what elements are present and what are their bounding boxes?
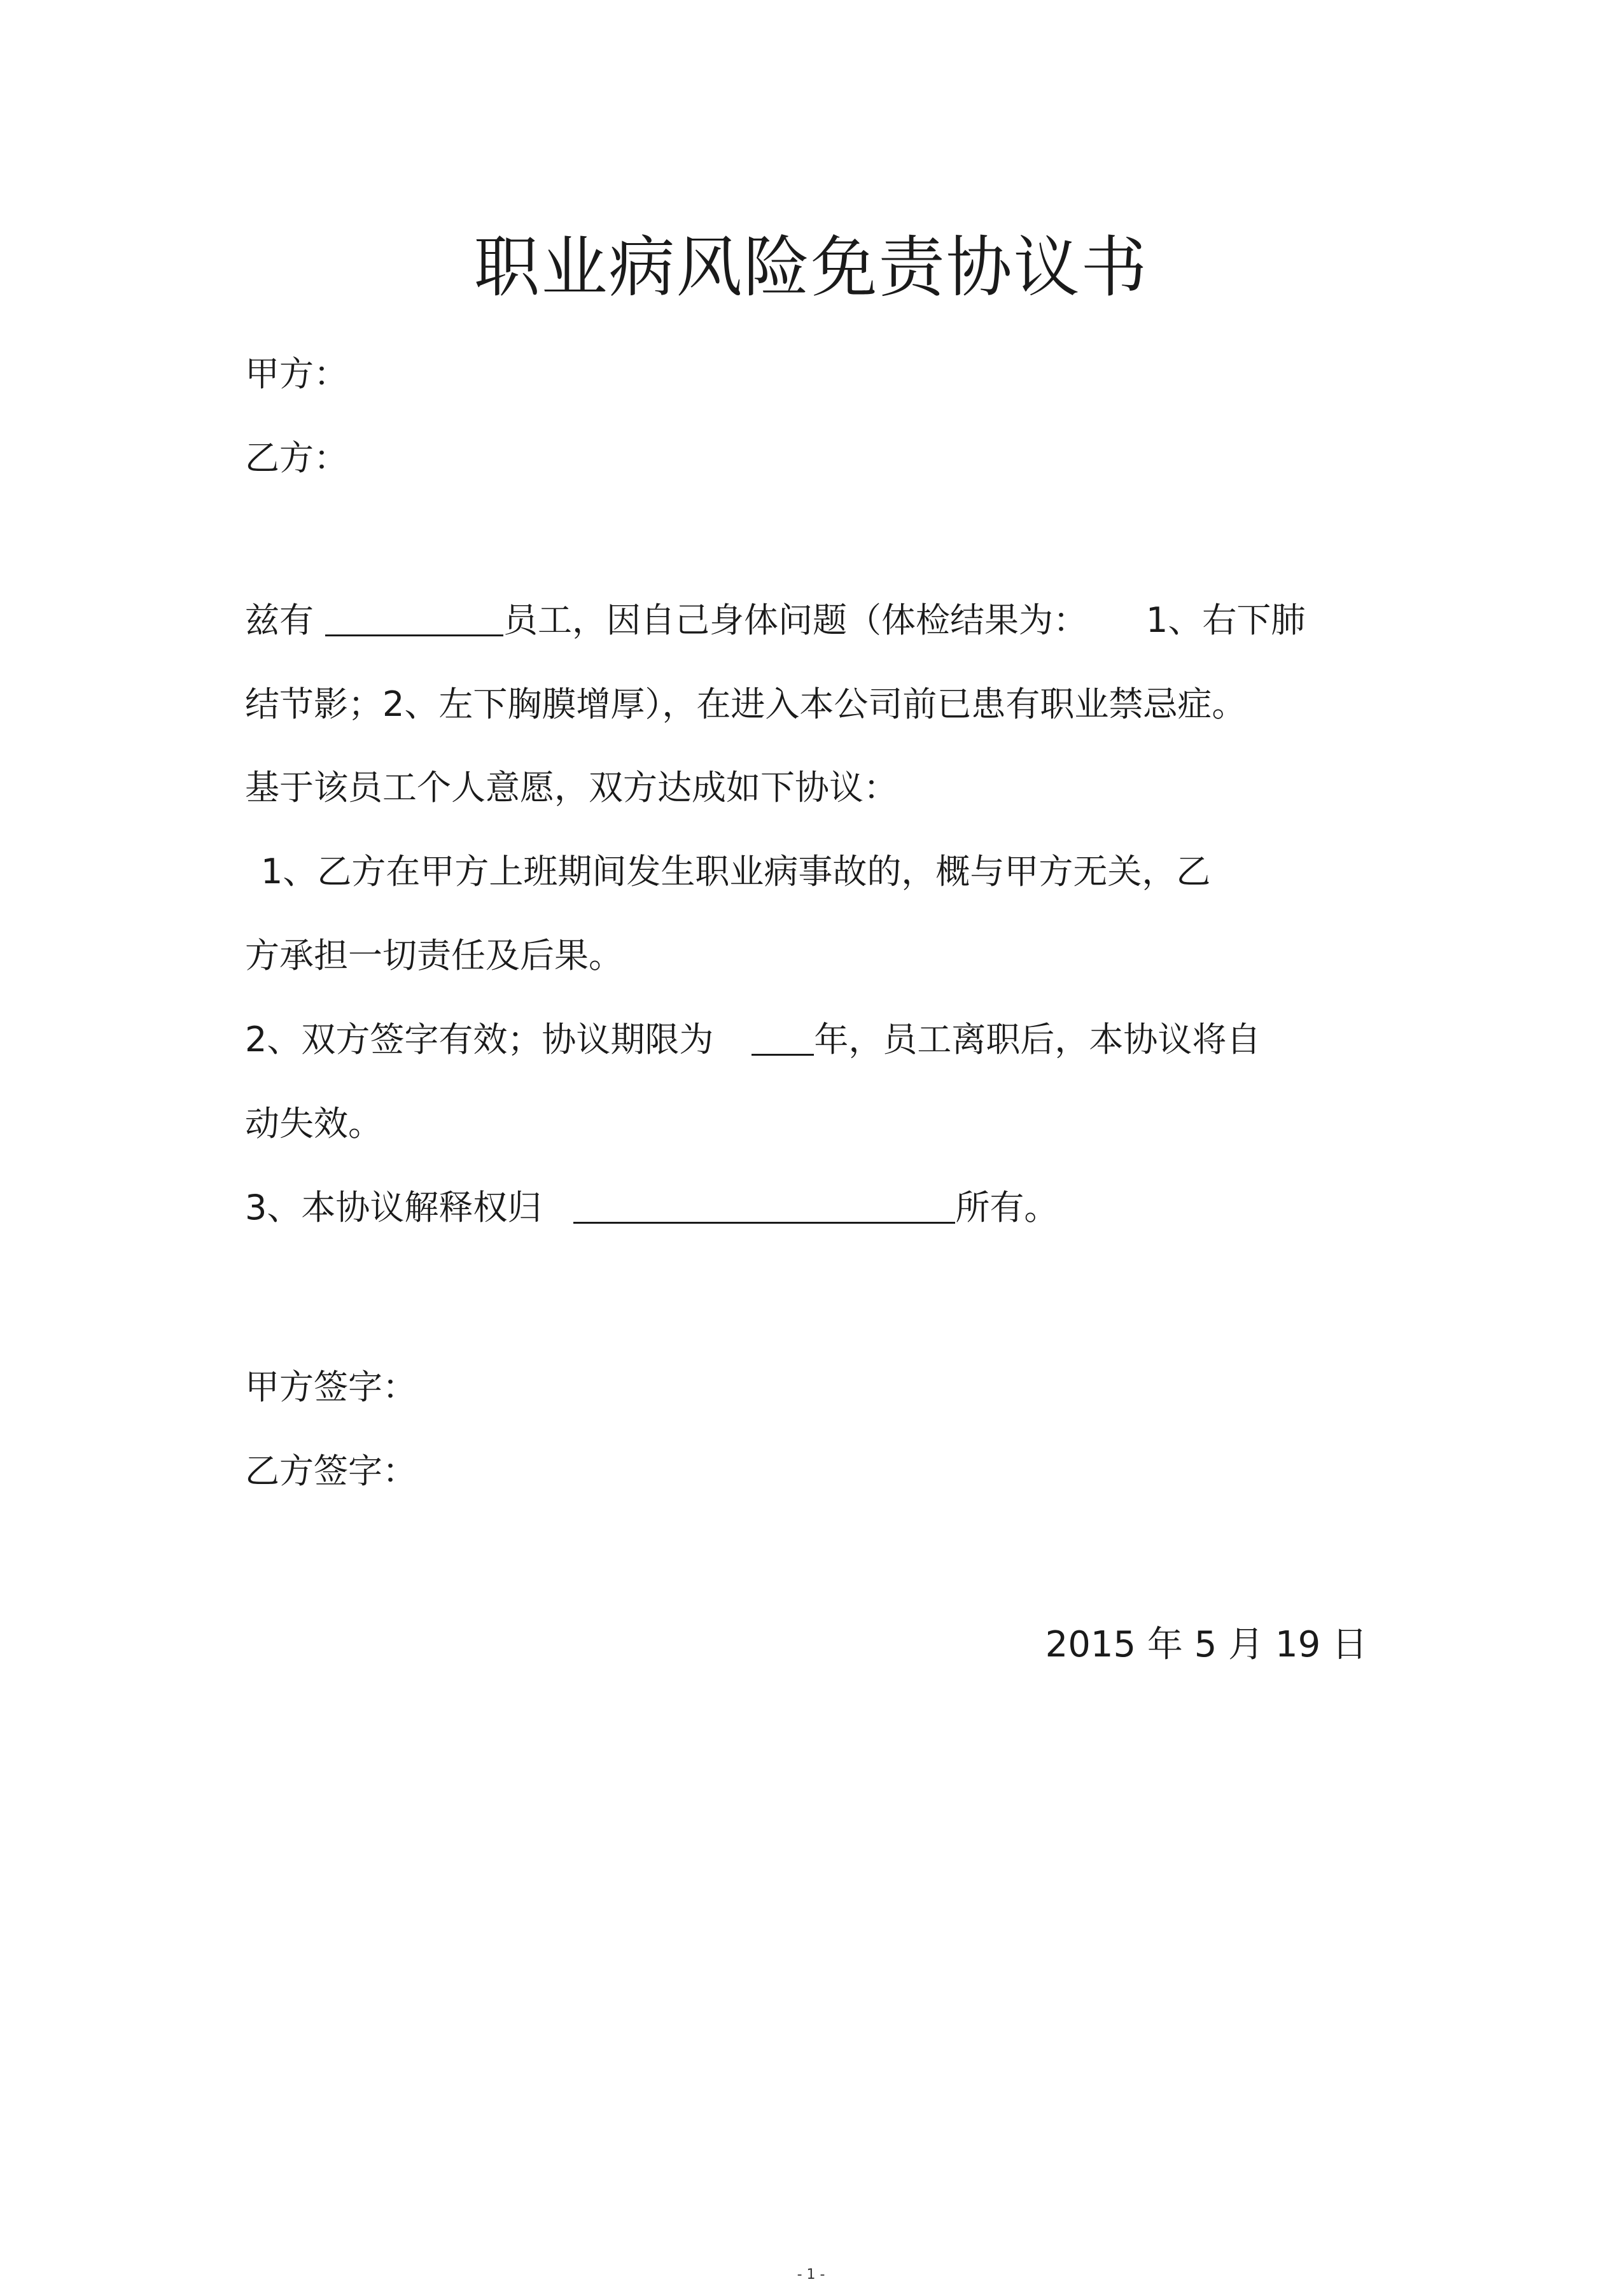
signature-a-label: 甲方签字：: [245, 1367, 417, 1407]
paragraph-1-item1: 1、右下肺: [1146, 600, 1306, 640]
employee-name-blank: [325, 595, 503, 636]
clause-2-line-1: [245, 1014, 1261, 1065]
clause-3-prefix: 3、本协议解释权归: [245, 1187, 542, 1228]
paragraph-1-line-3: 基于该员工个人意愿，双方达成如下协议：: [245, 767, 898, 808]
interpretation-party-blank: [573, 1182, 955, 1224]
paragraph-1-middle: 员工，因自己身体问题（体检结果为：: [503, 600, 1087, 640]
paragraph-1-line-2: 结节影；2、左下胸膜增厚），在进入本公司前已患有职业禁忌症。: [245, 684, 1247, 724]
party-b-label: 乙方：: [245, 438, 348, 478]
signature-b-label: 乙方签字：: [245, 1451, 417, 1491]
clause-2-suffix: 年，员工离职后，本协议将自: [814, 1019, 1261, 1060]
page-number: - 1 -: [797, 2267, 825, 2283]
clause-1-line-2: 方承担一切责任及后果。: [245, 935, 623, 976]
clause-1-line-1: 1、乙方在甲方上班期间发生职业病事故的，概与甲方无关，乙: [261, 851, 1211, 892]
document-title: 职业病风险免责协议书: [473, 228, 1149, 306]
paragraph-1-prefix: 兹有: [245, 600, 314, 640]
term-years-blank: [752, 1014, 814, 1056]
clause-2-prefix: 2、双方签字有效；协议期限为: [245, 1019, 714, 1060]
clause-2-line-2: 动失效。: [245, 1103, 382, 1144]
document-date: 2015 年 5 月 19 日: [1045, 1624, 1367, 1665]
clause-3-suffix: 所有。: [955, 1187, 1059, 1228]
party-a-label: 甲方：: [245, 354, 348, 394]
paragraph-1-line-1: [245, 595, 1305, 646]
clause-3-line: [245, 1182, 1058, 1233]
